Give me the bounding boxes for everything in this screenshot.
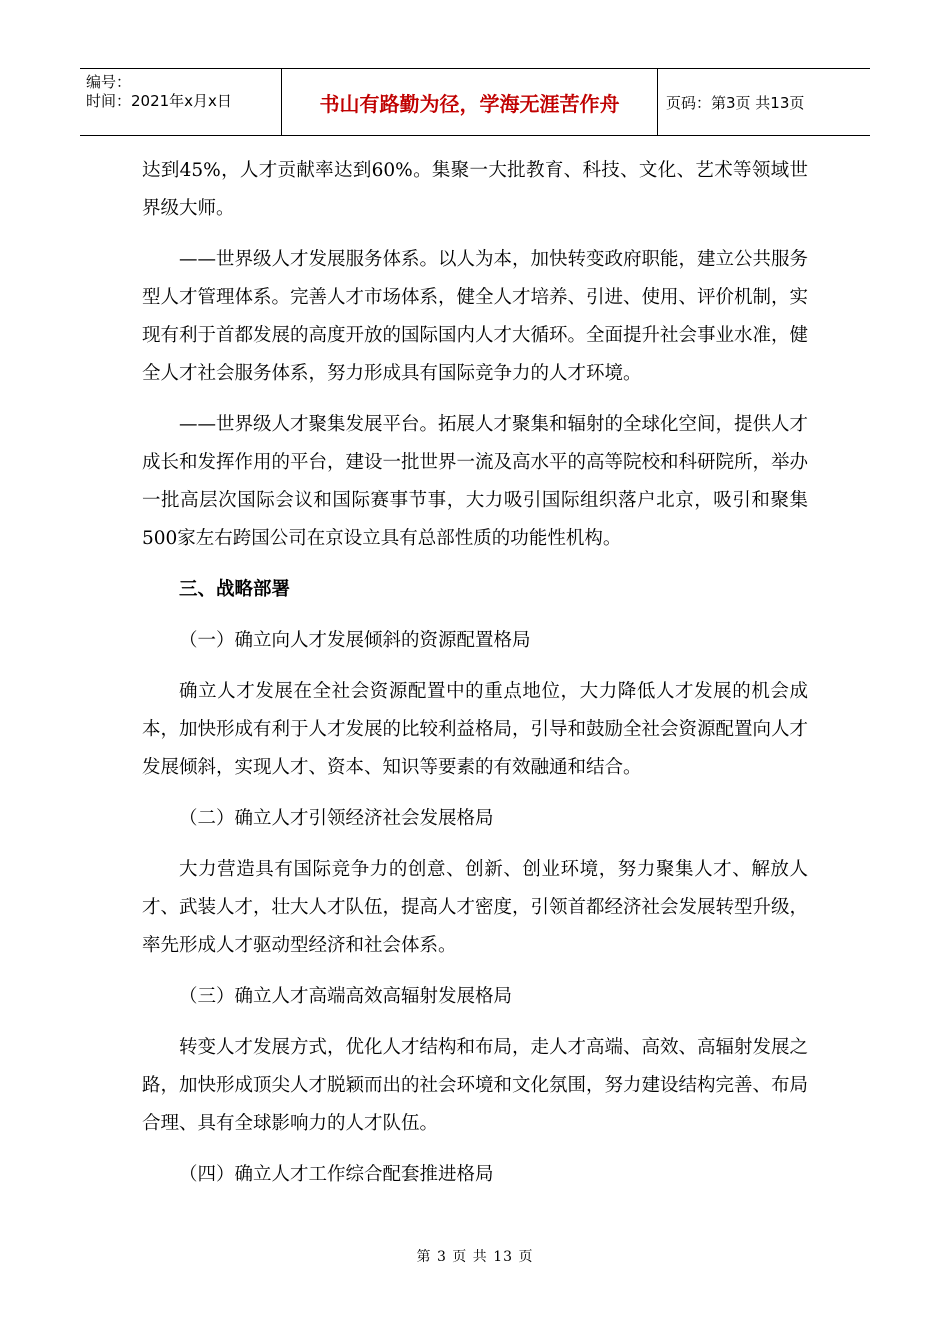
subsection-heading: （二）确立人才引领经济社会发展格局 — [179, 808, 494, 829]
document-time-label: 时间：2021年x月x日 — [86, 92, 232, 110]
paragraph: 大力营造具有国际竞争力的创意、创新、创业环境，努力聚集人才、解放人才、武装人才，壮大人才队伍，提高人才密度，引领首都经济社会发展转型升级，率先形成人才驱动型经济和社会体系。 — [142, 859, 809, 956]
paragraph: 转变人才发展方式，优化人才结构和布局，走人才高端、高效、高辐射发展之路，加快形成顶尖人才脱颖而出的社会环境和文化氛围，努力建设结构完善、布局合理、具有全球影响力的人才队伍。 — [142, 1037, 809, 1134]
paragraph: 达到45%，人才贡献率达到60%。集聚一大批教育、科技、文化、艺术等领域世界级大师。 — [142, 160, 808, 219]
document-number-label: 编号： — [86, 73, 132, 91]
subsection-heading: （一）确立向人才发展倾斜的资源配置格局 — [179, 630, 531, 651]
section-heading: 三、战略部署 — [179, 579, 291, 600]
subsection-heading: （三）确立人才高端高效高辐射发展格局 — [179, 986, 513, 1007]
page-header — [80, 68, 870, 136]
subsection-heading: （四）确立人才工作综合配套推进格局 — [179, 1164, 494, 1185]
paragraph: 确立人才发展在全社会资源配置中的重点地位，大力降低人才发展的机会成本，加快形成有利于人才发展的比较利益格局，引导和鼓励全社会资源配置向人才发展倾斜，实现人才、资本、知识等要素的有效融通和结合。 — [142, 681, 809, 778]
page-footer: 第 3 页 共 13 页 — [416, 1249, 534, 1265]
paragraph: ——世界级人才聚集发展平台。拓展人才聚集和辐射的全球化空间，提供人才成长和发挥作用的平台，建设一批世界一流及高水平的高等院校和科研院所，举办一批高层次国际会议和国际赛事节事，大力吸引国际组织落户北京，吸引和聚集500家左右跨国公司在京设立具有总部性质的功能性机构。 — [142, 414, 809, 549]
header-page-info: 页码：第3页 共13页 — [666, 93, 805, 112]
paragraph: ——世界级人才发展服务体系。以人为本，加快转变政府职能，建立公共服务型人才管理体系。完善人才市场体系，健全人才培养、引进、使用、评价机制，实现有利于首都发展的高度开放的国际国内人才大循环。全面提升社会事业水准，健全人才社会服务体系，努力形成具有国际竞争力的人才环境。 — [142, 249, 809, 384]
header-meta — [80, 69, 282, 135]
header-motto: 书山有路勤为径，学海无涯苦作舟 — [282, 69, 658, 135]
document-body — [142, 152, 808, 1207]
